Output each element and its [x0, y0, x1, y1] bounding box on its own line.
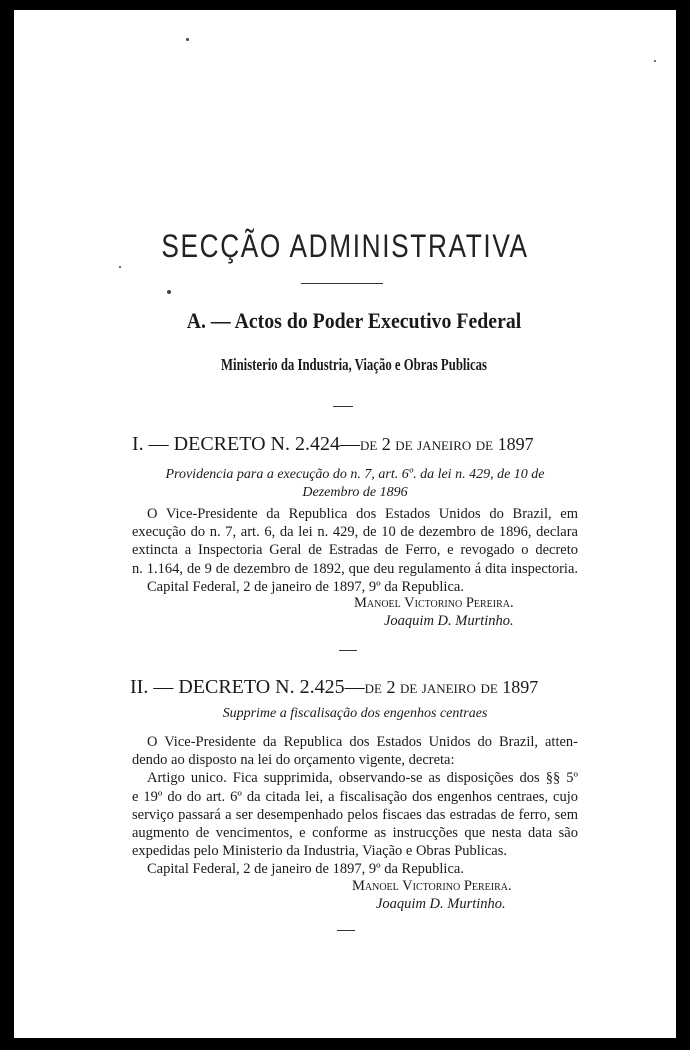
body-line: O Vice-Presidente da Republica dos Estados Unidos do Brazil, atten-	[147, 734, 578, 750]
decree-2-summary	[132, 705, 578, 723]
decree-1-heading-main: I. — DECRETO N. 2.424—	[132, 433, 360, 455]
scan-speck	[186, 38, 189, 41]
decree-1-heading	[132, 433, 534, 456]
body-line: Capital Federal, 2 de janeiro de 1897, 9º da Republica.	[147, 861, 464, 878]
body-line: extincta a Inspectoria Geral de Estradas de Ferro, e revogado o decreto	[132, 542, 578, 559]
body-line: O Vice-Presidente da Republica dos Estados Unidos do Brazil, em	[147, 506, 578, 522]
decree-divider	[339, 650, 357, 651]
summary-line: Dezembro de 1896	[302, 485, 408, 501]
body-line: e 19º do do art. 6º da citada lei, a fiscalisação dos engenhos centraes, cujo	[132, 788, 578, 805]
document-page	[14, 10, 676, 1038]
decree-1-summary	[132, 466, 578, 502]
body-line: dendo ao disposto na lei do orçamento vigente, decreta:	[132, 752, 455, 769]
body-line: serviço passará a ser desempenhado pelos fiscaes das estradas de ferro, sem	[132, 806, 578, 823]
title-divider	[301, 283, 383, 284]
body-line: Artigo unico. Fica supprimida, observando-se as disposições dos §§ 5º	[147, 770, 578, 787]
scan-speck	[119, 266, 121, 268]
decree-2-heading	[130, 676, 538, 699]
decree-2-heading-main: II. — DECRETO N. 2.425—	[130, 676, 365, 698]
decree-1-body	[132, 505, 578, 596]
decree-2-body	[132, 733, 578, 879]
body-line: augmento de vencimentos, e conforme as instrucções que nesta data são	[132, 825, 578, 842]
part-title: A. — Actos do Poder Executivo Federal	[186, 308, 522, 333]
body-line: n. 1.164, de 9 de dezembro de 1892, que deu regulamento á dita inspectoria.	[132, 560, 578, 577]
ministry-heading: Ministerio da Industria, Viação e Obras Publicas	[220, 355, 487, 374]
decree-1-signature-name: Manoel Victorino Pereira.	[354, 595, 514, 611]
summary-line: Supprime a fiscalisação dos engenhos centraes	[222, 706, 488, 721]
body-line: expedidas pelo Ministerio da Industria, Viação e Obras Publicas.	[132, 843, 507, 860]
decree-1-heading-date: de 2 de janeiro de 1897	[359, 434, 534, 454]
decree-2-signature-minister: Joaquim D. Murtinho.	[376, 896, 506, 912]
decree-1-signature-minister: Joaquim D. Murtinho.	[384, 613, 514, 629]
summary-line: Providencia para a execução do n. 7, art. 6º. da lei n. 429, de 10 de	[165, 467, 545, 482]
section-title: SECÇÃO ADMINISTRATIVA	[161, 228, 529, 264]
body-line: execução do n. 7, art. 6, da lei n. 429, de 10 de dezembro de 1896, declara	[132, 524, 578, 541]
decree-2-heading-date: de 2 de janeiro de 1897	[364, 677, 539, 697]
end-divider	[337, 930, 355, 931]
ministry-divider	[333, 406, 353, 407]
scan-speck	[654, 60, 656, 62]
body-line: Capital Federal, 2 de janeiro de 1897, 9º da Republica.	[147, 578, 464, 595]
scan-speck	[167, 290, 171, 294]
decree-2-signature-name: Manoel Victorino Pereira.	[352, 878, 512, 894]
